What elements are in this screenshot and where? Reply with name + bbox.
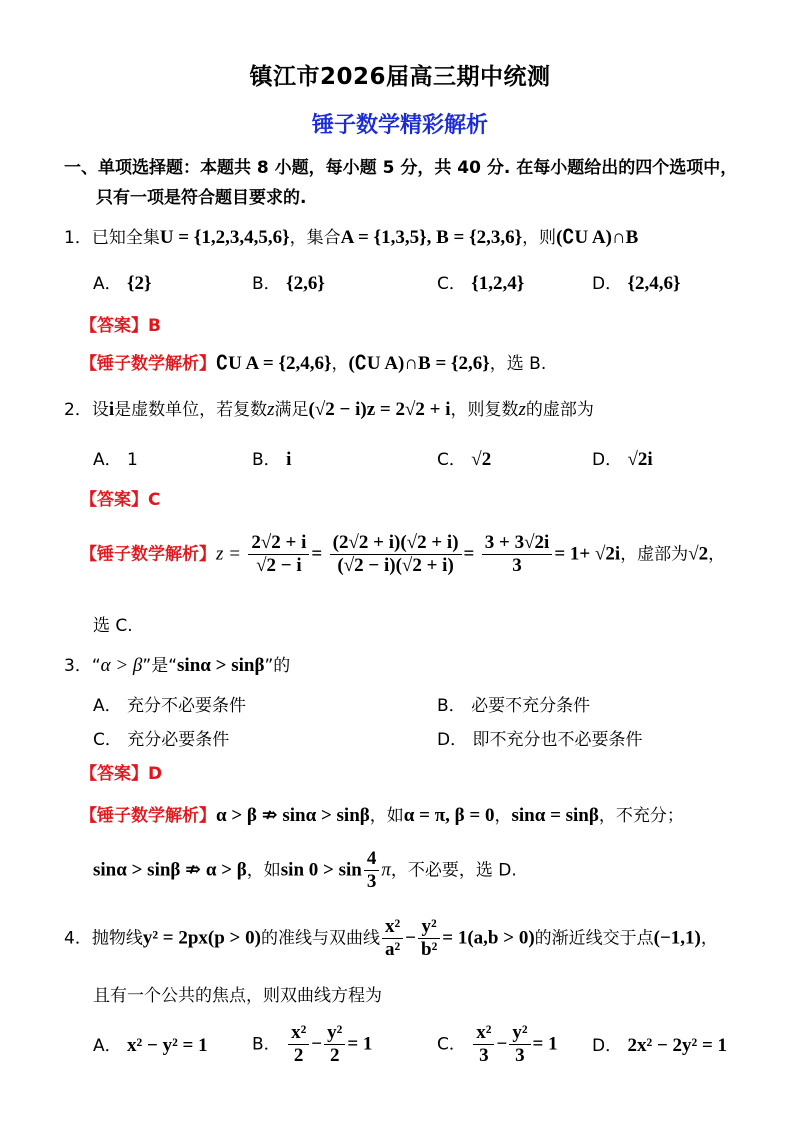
- option-d: D． {2,4,6}: [592, 273, 681, 294]
- option-a: A． x² − y² = 1: [93, 1035, 208, 1056]
- option-a: A． 充分不必要条件: [93, 696, 247, 716]
- fraction: $\frac{2√2 + i}{√2 - i}$: [248, 532, 309, 577]
- stem-text: ，则: [522, 228, 557, 248]
- answer-value: B: [148, 316, 161, 336]
- option-b: B． i: [252, 449, 292, 470]
- analysis-2-conclusion: 选 C.: [93, 616, 133, 636]
- question-2-stem: 2．设i是虚数单位，若复数z满足(√2 − i)z = 2√2 + i，则复数z的虚部为: [64, 399, 594, 420]
- option-d: D． 2x² − 2y² = 1: [592, 1035, 728, 1056]
- option-a: A． {2}: [93, 273, 152, 294]
- answer-value: C: [148, 490, 161, 510]
- analysis-label: 【锤子数学解析】: [80, 544, 216, 565]
- answer-value: D: [148, 764, 163, 784]
- analysis-3-line2: sinα > sinβ ⇏ α > β，如sin 0 > sin $\frac{4}{3}$ π，不必要，选 D.: [93, 848, 517, 892]
- analysis-1: 【锤子数学解析】∁U A = {2,4,6}，(∁U A)∩B = {2,6}，选 B.: [80, 353, 547, 374]
- option-c: C． $\frac{\text{x²}}{3}$ − $\frac{\text{y²}}{3}$ = 1: [437, 1022, 558, 1066]
- math-equation: (√2 − i)z = 2√2 + i: [308, 399, 451, 420]
- fraction: $\frac{\text{x²}}{3}$: [473, 1022, 494, 1067]
- option-c: C． 充分必要条件: [93, 730, 230, 750]
- page-title: 镇江市2026届高三期中统测: [249, 64, 551, 90]
- fraction: $\frac{\text{y²}}{\text{b²}}$: [418, 916, 440, 961]
- question-number: 2．: [64, 400, 92, 420]
- question-number: 4．: [64, 928, 92, 949]
- fraction: $\frac{\text{y²}}{3}$: [509, 1022, 530, 1067]
- question-1-stem: [64, 226, 638, 250]
- analysis-2: 【锤子数学解析】z = $\frac{2√2 + i}{√2 - i}$ = $\frac{(2√2 + i)(√2 + i)}{(√2 - i)(√2 + i)}$ = $\frac{3 + 3√2i}{3}$ = 1+ √2i，虚部为√2，: [80, 532, 726, 576]
- fraction: $\frac{\text{x²}}{\text{a²}}$: [382, 916, 403, 961]
- stem-text: ，集合: [289, 228, 341, 248]
- option-d: D． 即不充分也不必要条件: [437, 730, 643, 750]
- question-number: 3．: [64, 656, 92, 676]
- option-c: C． √2: [437, 449, 492, 470]
- question-3-stem: 3．“α > β”是“sinα > sinβ”的: [64, 655, 291, 676]
- fraction: $\frac{\text{y²}}{2}$: [324, 1022, 345, 1067]
- answer-label: 【答案】B: [80, 316, 161, 336]
- math-expression: (∁U A)∩B: [556, 227, 639, 248]
- option-a: A． 1: [93, 450, 138, 470]
- fraction: $\frac{(2√2 + i)(√2 + i)}{(√2 - i)(√2 + i)}$: [330, 532, 462, 577]
- fraction: $\frac{4}{3}$: [364, 848, 380, 893]
- analysis-3-line1: 【锤子数学解析】α > β ⇏ sinα > sinβ，如α = π, β = 0，sinα = sinβ，不充分；: [80, 805, 684, 826]
- math-set-u: U = {1,2,3,4,5,6}: [159, 227, 290, 248]
- stem-text: 已知全集: [91, 228, 160, 248]
- option-b: B． $\frac{\text{x²}}{2}$ − $\frac{\text{y²}}{2}$ = 1: [252, 1022, 373, 1066]
- option-c: C． {1,2,4}: [437, 273, 525, 294]
- analysis-label: 【锤子数学解析】: [80, 806, 216, 826]
- fraction: $\frac{3 + 3√2i}{3}$: [482, 532, 553, 577]
- option-b: B． {2,6}: [252, 273, 325, 294]
- question-4-line2: 且有一个公共的焦点，则双曲线方程为: [93, 986, 382, 1006]
- option-b: B． 必要不充分条件: [437, 696, 591, 716]
- section-heading-line2: 只有一项是符合题目要求的.: [96, 188, 307, 208]
- answer-label: 【答案】D: [80, 764, 163, 784]
- answer-label: 【答案】C: [80, 490, 161, 510]
- section-heading-line1: 一、单项选择题：本题共 8 小题，每小题 5 分，共 40 分. 在每小题给出的四个选项中，: [64, 158, 738, 178]
- question-number: 1．: [64, 228, 92, 248]
- analysis-label: 【锤子数学解析】: [80, 354, 216, 374]
- page-subtitle: 锤子数学精彩解析: [311, 113, 488, 138]
- math-sets-ab: A = {1,3,5}, B = {2,3,6}: [340, 227, 523, 248]
- question-4-stem: 4．抛物线y² = 2px(p > 0)的准线与双曲线 $\frac{\text{x²}}{\text{a²}}$ − $\frac{\text{y²}}{\text{b²}}$ = 1(a,b > 0)的渐近线交于点(−1,1)，: [64, 916, 718, 960]
- fraction: $\frac{\text{x²}}{2}$: [288, 1022, 309, 1067]
- option-d: D． √2i: [592, 449, 653, 470]
